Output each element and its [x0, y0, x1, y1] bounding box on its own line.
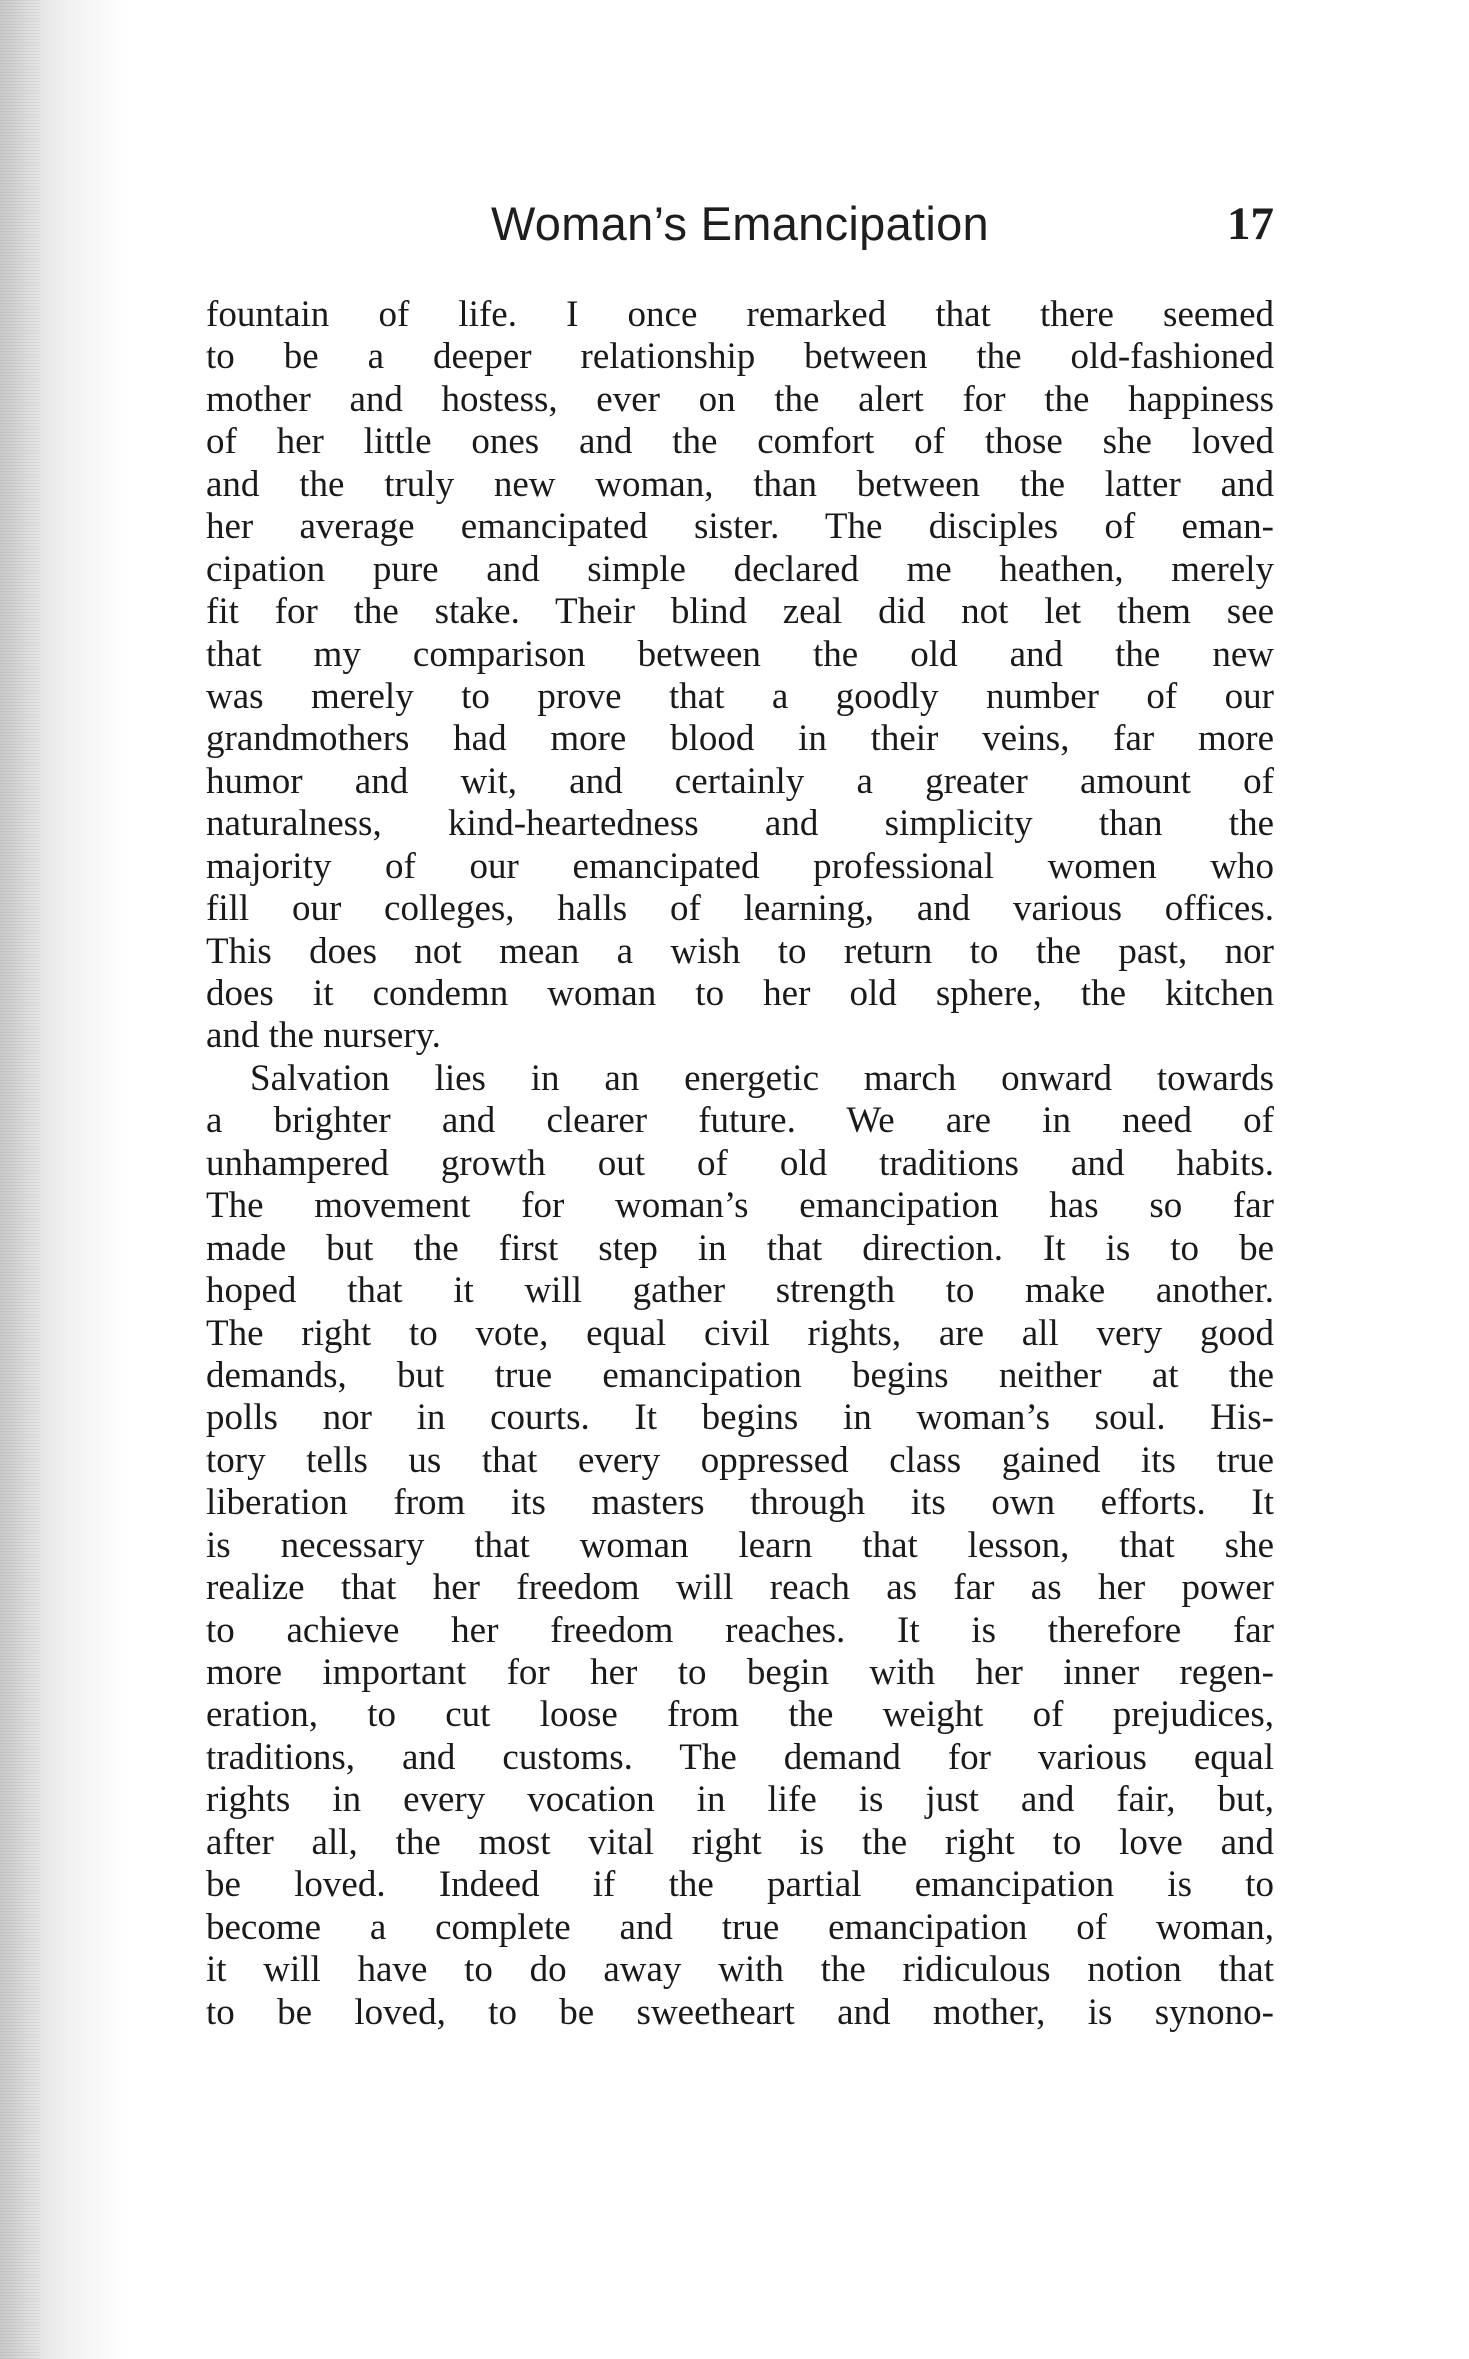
paragraph-end-line: and the nursery.	[206, 1015, 441, 1057]
running-head	[206, 192, 1274, 256]
paragraph-start-line: Salvation lies in an energetic march onward towards	[250, 1057, 1274, 1099]
text-line: fill our colleges, halls of learning, and various offices.	[206, 888, 1274, 930]
text-line: eration, to cut loose from the weight of prejudices,	[206, 1694, 1274, 1736]
page-number: 17	[1227, 198, 1274, 250]
text-line: traditions, and customs. The demand for various equal	[206, 1736, 1274, 1778]
text-line: a brighter and clearer future. We are in need of	[206, 1100, 1274, 1142]
text-line: rights in every vocation in life is just and fair, but,	[206, 1779, 1274, 1821]
text-line: was merely to prove that a goodly number of our	[206, 675, 1274, 717]
text-line: polls nor in courts. It begins in woman’s soul. His-	[206, 1397, 1274, 1439]
text-line: This does not mean a wish to return to the past, nor	[206, 930, 1274, 972]
text-line: more important for her to begin with her inner regen-	[206, 1652, 1274, 1693]
text-line: mother and hostess, ever on the alert for the happiness	[206, 378, 1274, 420]
text-line: cipation pure and simple declared me heathen, merely	[206, 548, 1274, 590]
text-line: hoped that it will gather strength to make another.	[206, 1270, 1274, 1312]
text-line: made but the first step in that direction. It is to be	[206, 1227, 1274, 1269]
text-line: humor and wit, and certainly a greater amount of	[206, 760, 1274, 802]
text-line: does it condemn woman to her old sphere, the kitchen	[206, 973, 1274, 1014]
text-line: naturalness, kind-heartedness and simplicity than the	[206, 803, 1274, 845]
text-line: fit for the stake. Their blind zeal did not let them see	[206, 591, 1274, 633]
text-line: majority of our emancipated professional women who	[206, 845, 1274, 887]
text-line: be loved. Indeed if the partial emancipation is to	[206, 1864, 1274, 1906]
text-line: liberation from its masters through its own efforts. It	[206, 1482, 1274, 1524]
text-line: fountain of life. I once remarked that there seemed	[206, 294, 1274, 335]
text-line: demands, but true emancipation begins neither at the	[206, 1354, 1274, 1396]
text-line: The right to vote, equal civil rights, are all very good	[206, 1312, 1274, 1354]
text-line: to be loved, to be sweetheart and mother, is synono-	[206, 1991, 1274, 2033]
text-line: it will have to do away with the ridiculous notion that	[206, 1949, 1274, 1991]
text-line: and the truly new woman, than between the latter and	[206, 463, 1274, 505]
text-line: after all, the most vital right is the right to love and	[206, 1821, 1274, 1863]
text-line: her average emancipated sister. The disciples of eman-	[206, 506, 1274, 548]
text-line: realize that her freedom will reach as far as her power	[206, 1567, 1274, 1609]
text-line: to be a deeper relationship between the old-fashioned	[206, 336, 1274, 378]
body-text	[206, 294, 1274, 2034]
text-line: of her little ones and the comfort of those she loved	[206, 421, 1274, 463]
binding-texture	[0, 0, 40, 2359]
text-line: that my comparison between the old and the new	[206, 633, 1274, 675]
text-line: is necessary that woman learn that lesson, that she	[206, 1524, 1274, 1566]
running-title: Woman’s Emancipation	[490, 197, 989, 250]
text-line: become a complete and true emancipation of woman,	[206, 1906, 1274, 1948]
text-line: unhampered growth out of old traditions and habits.	[206, 1142, 1274, 1184]
text-line: to achieve her freedom reaches. It is therefore far	[206, 1609, 1274, 1651]
text-line: tory tells us that every oppressed class gained its true	[206, 1439, 1274, 1481]
text-line: grandmothers had more blood in their veins, far more	[206, 718, 1274, 760]
text-line: The movement for woman’s emancipation has so far	[206, 1185, 1274, 1227]
